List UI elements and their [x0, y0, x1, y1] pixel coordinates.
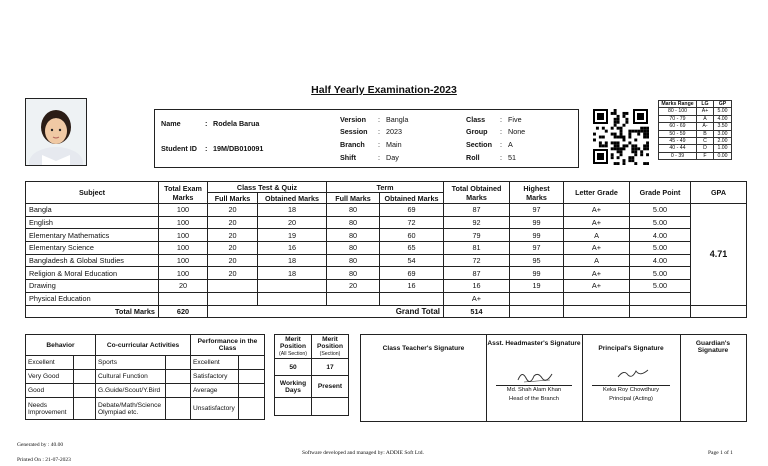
marks-cell: 20: [208, 204, 258, 217]
grade-cell: 50 - 59: [659, 130, 697, 137]
marks-cell: 5.00: [630, 204, 691, 217]
table-row: [26, 242, 747, 255]
subject-cell: English: [26, 216, 159, 229]
empty-cell: [691, 305, 747, 318]
merit-section-value: 17: [312, 359, 349, 376]
activity-label: Debate/Math/Science Olympiad etc.: [96, 398, 166, 420]
section-value: A: [508, 140, 513, 149]
grade-row: [659, 123, 732, 130]
checkbox: [74, 370, 96, 384]
marks-cell: 16: [258, 242, 327, 255]
checkbox: [239, 370, 265, 384]
student-id: 19M/DB010091: [213, 144, 264, 153]
total-marks-value: 620: [159, 305, 208, 318]
grade-cell: 80 - 100: [659, 108, 697, 115]
behavior-row: [26, 384, 265, 398]
colon: :: [205, 119, 208, 128]
marks-cell: 5.00: [630, 267, 691, 280]
behavior-row: [26, 370, 265, 384]
marks-cell: 19: [510, 280, 564, 293]
ct-obtained-header: Obtained Marks: [258, 193, 327, 204]
marks-cell: 80: [327, 229, 380, 242]
marks-cell: 81: [444, 242, 510, 255]
asst-head-signature-mark: [516, 368, 556, 384]
subject-cell: Bangla: [26, 204, 159, 217]
group-value: None: [508, 127, 526, 136]
checkbox: [74, 398, 96, 420]
marks-cell: 87: [444, 204, 510, 217]
grade-cell: 0.00: [714, 152, 732, 159]
colon: :: [378, 127, 380, 136]
grade-cell: 1.00: [714, 145, 732, 152]
merit-all-sub: (All Section): [279, 351, 307, 357]
class-value: Five: [508, 115, 522, 124]
grand-total-label: Grand Total: [208, 305, 444, 318]
grade-cell: C: [697, 138, 714, 145]
marks-cell: 20: [208, 242, 258, 255]
marks-cell: 100: [159, 204, 208, 217]
asst-head-name: Md. Shah Alam Khan: [506, 387, 562, 393]
grade-row: [659, 145, 732, 152]
version-value: Bangla: [386, 115, 409, 124]
marks-cell: 19: [258, 229, 327, 242]
merit-section-sub: (Section): [319, 351, 341, 357]
grade-cell: A: [697, 115, 714, 122]
merit-all-header: [275, 335, 312, 359]
section-label: Section: [466, 140, 492, 149]
student-id-label: Student ID: [161, 144, 197, 153]
grade-cell: 40 - 44: [659, 145, 697, 152]
merit-section-title: Merit Position: [316, 336, 343, 350]
marks-cell: 100: [159, 267, 208, 280]
merit-all-title: Merit Position: [279, 336, 306, 350]
name-label: Name: [161, 119, 181, 128]
marks-cell: A+: [564, 204, 630, 217]
colon: :: [500, 153, 502, 162]
marks-cell: 87: [444, 267, 510, 280]
shift-value: Day: [386, 153, 399, 162]
working-days-value: [275, 398, 312, 416]
grade-row: [659, 152, 732, 159]
checkbox: [74, 356, 96, 370]
ct-full-marks-header: Full Marks: [208, 193, 258, 204]
printed-on: Printed On : 21-07-2023: [17, 457, 71, 463]
marks-cell: 80: [327, 216, 380, 229]
marks-cell: 80: [327, 204, 380, 217]
signature-area: [360, 334, 747, 422]
marks-cell: 72: [380, 216, 444, 229]
marks-cell: 60: [380, 229, 444, 242]
empty-cell: [630, 305, 691, 318]
class-label: Class: [466, 115, 486, 124]
gpa-header: GPA: [691, 182, 747, 204]
grade-row: [659, 138, 732, 145]
grade-cell: D: [697, 145, 714, 152]
marks-cell: [208, 280, 258, 293]
version-label: Version: [340, 115, 366, 124]
grade-header: GP: [714, 101, 732, 108]
total-marks-label: Total Marks: [26, 305, 159, 318]
marks-cell: 97: [510, 242, 564, 255]
grade-cell: A-: [697, 123, 714, 130]
present-label: Present: [312, 376, 349, 398]
term-obtained-header: Obtained Marks: [380, 193, 444, 204]
guardian-label: Guardian's Signature: [695, 340, 731, 354]
branch-label: Branch: [340, 140, 365, 149]
grade-row: [659, 108, 732, 115]
table-row: [26, 267, 747, 280]
checkbox: [239, 398, 265, 420]
marks-cell: 80: [327, 267, 380, 280]
marks-cell: 16: [380, 280, 444, 293]
grade-point-header: Grade Point: [630, 182, 691, 204]
performance-label: Excellent: [191, 356, 239, 370]
present-value: [312, 398, 349, 416]
student-info-box: [154, 109, 579, 168]
asst-head-signature: [486, 335, 583, 421]
marks-cell: A+: [564, 242, 630, 255]
colon: :: [500, 115, 502, 124]
session-label: Session: [340, 127, 368, 136]
checkbox: [74, 384, 96, 398]
marks-cell: A: [564, 229, 630, 242]
total-exam-header: Total Exam Marks: [159, 182, 208, 204]
colon: :: [500, 140, 502, 149]
marks-cell: 65: [380, 242, 444, 255]
table-row: [26, 280, 747, 293]
colon: :: [205, 144, 208, 153]
colon: :: [378, 140, 380, 149]
grade-cell: 4.00: [714, 115, 732, 122]
marks-cell: A+: [564, 216, 630, 229]
marks-cell: 18: [258, 267, 327, 280]
behavior-label: Excellent: [26, 356, 74, 370]
marks-cell: 100: [159, 216, 208, 229]
principal-name: Keka Roy Chowdhury: [602, 387, 660, 393]
asst-head-role: Head of the Branch: [509, 396, 559, 402]
roll-value: 51: [508, 153, 516, 162]
subject-cell: Elementary Mathematics: [26, 229, 159, 242]
student-name: Rodela Barua: [213, 119, 260, 128]
marks-cell: 20: [327, 280, 380, 293]
grade-cell: 5.00: [714, 108, 732, 115]
subject-cell: Bangladesh & Global Studies: [26, 254, 159, 267]
marks-cell: 5.00: [630, 280, 691, 293]
grade-cell: 60 - 69: [659, 123, 697, 130]
marks-cell: 20: [208, 267, 258, 280]
grade-cell: B: [697, 130, 714, 137]
colon: :: [500, 127, 502, 136]
grade-cell: A+: [697, 108, 714, 115]
marks-cell: [159, 292, 208, 305]
marks-cell: 54: [380, 254, 444, 267]
checkbox: [239, 384, 265, 398]
marks-cell: [564, 292, 630, 305]
grand-total-value: 514: [444, 305, 510, 318]
grade-cell: 3.00: [714, 130, 732, 137]
principal-signature: [582, 335, 681, 421]
software-credit: Software developed and managed by: ADDIE Soft Ltd.: [302, 450, 424, 456]
roll-label: Roll: [466, 153, 480, 162]
marks-cell: 80: [327, 254, 380, 267]
marks-cell: 5.00: [630, 242, 691, 255]
behavior-label: Very Good: [26, 370, 74, 384]
marks-cell: [327, 292, 380, 305]
checkbox: [166, 370, 191, 384]
activity-label: Sports: [96, 356, 166, 370]
subject-cell: Drawing: [26, 280, 159, 293]
checkbox: [166, 398, 191, 420]
grade-header: LG: [697, 101, 714, 108]
table-row: [26, 216, 747, 229]
subject-cell: Religion & Moral Education: [26, 267, 159, 280]
marks-cell: 95: [510, 254, 564, 267]
marks-cell: [258, 292, 327, 305]
marks-cell: 99: [510, 216, 564, 229]
grade-cell: 70 - 79: [659, 115, 697, 122]
merit-all-value: 50: [275, 359, 312, 376]
marks-cell: 4.00: [630, 254, 691, 267]
table-row: [26, 229, 747, 242]
total-obtained-header: Total Obtained Marks: [444, 182, 510, 204]
grade-row: [659, 115, 732, 122]
marks-cell: 5.00: [630, 216, 691, 229]
term-full-marks-header: Full Marks: [327, 193, 380, 204]
colon: :: [378, 115, 380, 124]
guardian-signature: [680, 335, 746, 421]
merit-table: [274, 334, 349, 416]
class-test-header: Class Test & Quiz: [208, 182, 327, 193]
activity-label: G.Guide/Scout/Y.Bird: [96, 384, 166, 398]
group-label: Group: [466, 127, 488, 136]
grade-scale-table: [658, 100, 732, 160]
marks-cell: 69: [380, 204, 444, 217]
term-header: Term: [327, 182, 444, 193]
marks-cell: 79: [444, 229, 510, 242]
highest-marks-header: Highest Marks: [510, 182, 564, 204]
co-curricular-header: Co-curricular Activities: [96, 335, 191, 356]
grade-header: Marks Range: [659, 101, 697, 108]
empty-cell: [564, 305, 630, 318]
marks-cell: [510, 292, 564, 305]
report-title: Half Yearly Examination-2023: [311, 84, 457, 96]
grade-cell: F: [697, 152, 714, 159]
page-number: Page 1 of 1: [708, 450, 733, 456]
colon: :: [378, 153, 380, 162]
marks-cell: 20: [208, 254, 258, 267]
marks-cell: 92: [444, 216, 510, 229]
marks-cell: 18: [258, 204, 327, 217]
marks-cell: 72: [444, 254, 510, 267]
merit-section-header: [312, 335, 349, 359]
marks-cell: 18: [258, 254, 327, 267]
behavior-table: [25, 334, 265, 420]
marks-cell: [208, 292, 258, 305]
empty-cell: [510, 305, 564, 318]
marks-cell: A+: [444, 292, 510, 305]
checkbox: [166, 384, 191, 398]
subject-header: Subject: [26, 182, 159, 204]
marks-cell: 20: [208, 216, 258, 229]
generated-by: Generated by : 40.00: [17, 442, 64, 448]
student-photo: [25, 98, 87, 166]
marks-cell: [258, 280, 327, 293]
working-days-label: Working Days: [275, 376, 312, 398]
grade-cell: 45 - 49: [659, 138, 697, 145]
grade-cell: 0 - 39: [659, 152, 697, 159]
marks-cell: [630, 292, 691, 305]
marks-cell: A: [564, 254, 630, 267]
marks-cell: 16: [444, 280, 510, 293]
marks-cell: 4.00: [630, 229, 691, 242]
signature-line: [592, 385, 670, 386]
behavior-row: [26, 398, 265, 420]
behavior-header: Behavior: [26, 335, 96, 356]
marks-table: [25, 181, 747, 318]
checkbox: [239, 356, 265, 370]
performance-label: Satisfactory: [191, 370, 239, 384]
session-value: 2023: [386, 127, 402, 136]
marks-cell: 97: [510, 204, 564, 217]
marks-cell: 69: [380, 267, 444, 280]
class-teacher-signature: [361, 335, 487, 421]
asst-head-label: Asst. Headmaster's Signature: [487, 340, 581, 347]
behavior-label: Good: [26, 384, 74, 398]
performance-header: Performance in the Class: [191, 335, 265, 356]
qr-code: [592, 108, 649, 165]
grade-row: [659, 130, 732, 137]
behavior-row: [26, 356, 265, 370]
table-row: [26, 254, 747, 267]
marks-cell: 80: [327, 242, 380, 255]
grade-cell: 2.00: [714, 138, 732, 145]
behavior-label: Needs Improvement: [26, 398, 74, 420]
principal-label: Principal's Signature: [598, 345, 664, 352]
class-teacher-label: Class Teacher's Signature: [382, 345, 465, 352]
marks-cell: [380, 292, 444, 305]
marks-cell: 20: [258, 216, 327, 229]
subject-cell: Elementary Science: [26, 242, 159, 255]
gpa-value: 4.71: [691, 204, 747, 306]
marks-cell: 99: [510, 267, 564, 280]
marks-cell: 100: [159, 229, 208, 242]
grade-cell: 3.50: [714, 123, 732, 130]
principal-role: Principal (Acting): [609, 396, 653, 402]
activity-label: Cultural Function: [96, 370, 166, 384]
principal-signature-mark: [616, 367, 650, 381]
marks-cell: 100: [159, 254, 208, 267]
checkbox: [166, 356, 191, 370]
marks-cell: A+: [564, 267, 630, 280]
totals-row: [26, 305, 747, 318]
performance-label: Unsatisfactory: [191, 398, 239, 420]
shift-label: Shift: [340, 153, 356, 162]
letter-grade-header: Letter Grade: [564, 182, 630, 204]
marks-cell: A+: [564, 280, 630, 293]
marks-cell: 99: [510, 229, 564, 242]
table-row: [26, 204, 747, 217]
subject-cell: Physical Education: [26, 292, 159, 305]
marks-cell: 100: [159, 242, 208, 255]
marks-cell: 20: [159, 280, 208, 293]
marks-cell: 20: [208, 229, 258, 242]
signature-line: [496, 385, 572, 386]
performance-label: Average: [191, 384, 239, 398]
branch-value: Main: [386, 140, 402, 149]
table-row: [26, 292, 747, 305]
